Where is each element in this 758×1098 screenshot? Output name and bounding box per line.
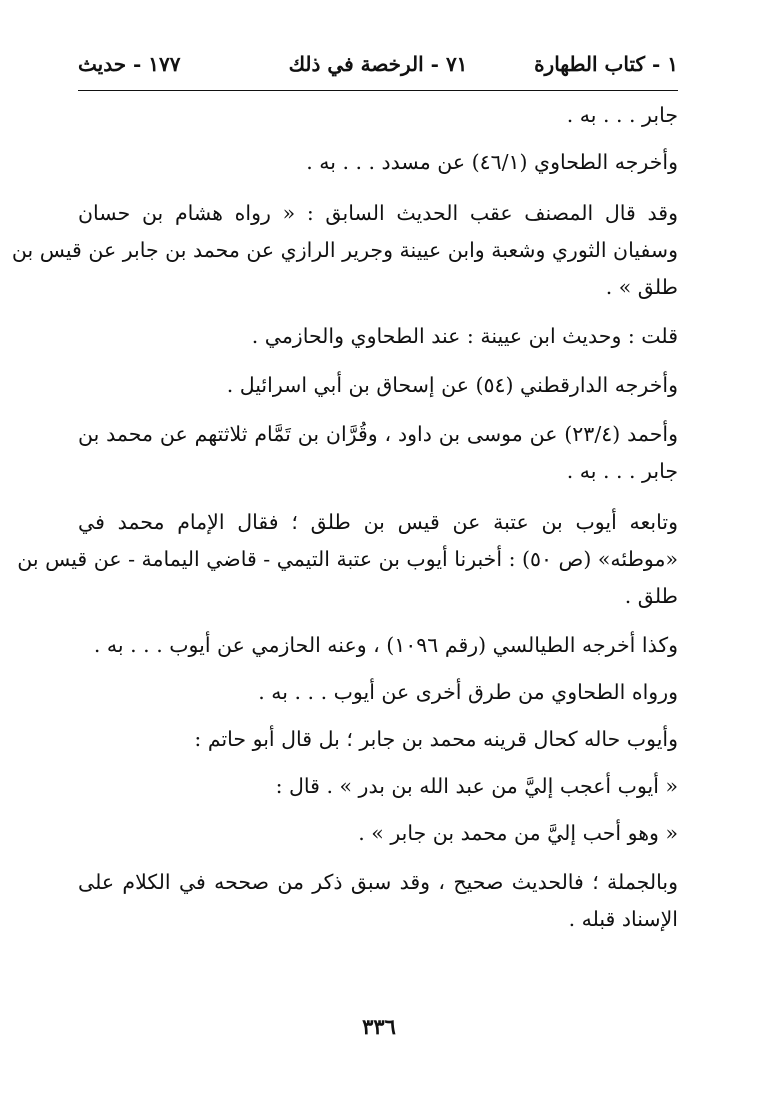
text-line: وسفيان الثوري وشعبة وابن عيينة وجرير الرازي عن محمد بن جابر عن قيس بن <box>11 238 678 262</box>
header-hadith-number: ١٧٧ - حديث <box>78 52 181 76</box>
text-line: «موطئه» (ص ٥٠) : أخبرنا أيوب بن عتبة التيمي - قاضي اليمامة - عن قيس بن <box>17 547 678 571</box>
text-line: وأخرجه الدارقطني (٥٤) عن إسحاق بن أبي اسرائيل . <box>226 373 678 397</box>
text-line: الإسناد قبله . <box>568 907 678 931</box>
text-line: جابر . . . به . <box>566 103 678 127</box>
header-book-title: ١ - كتاب الطهارة <box>534 52 678 76</box>
running-header <box>78 44 678 90</box>
header-chapter-title: ٧١ - الرخصة في ذلك <box>288 52 468 76</box>
text-line: قلت : وحديث ابن عيينة : عند الطحاوي والحازمي . <box>251 324 678 348</box>
text-line: وكذا أخرجه الطيالسي (رقم ١٠٩٦) ، وعنه الحازمي عن أيوب . . . به . <box>93 633 678 657</box>
text-line: وأيوب حاله كحال قرينه محمد بن جابر ؛ بل قال أبو حاتم : <box>194 727 678 751</box>
text-line: وأحمد (٢٣/٤) عن موسى بن داود ، وقُرَّان بن تَمَّام ثلاثتهم عن محمد بن <box>78 422 678 446</box>
text-line: وتابعه أيوب بن عتبة عن قيس بن طلق ؛ فقال الإمام محمد في <box>78 510 678 534</box>
text-line: ورواه الطحاوي من طرق أخرى عن أيوب . . . به . <box>258 680 678 704</box>
text-line: وأخرجه الطحاوي (٤٦/١) عن مسدد . . . به . <box>306 150 678 174</box>
text-line: وقد قال المصنف عقب الحديث السابق : « رواه هشام بن حسان <box>78 201 678 225</box>
text-line: وبالجملة ؛ فالحديث صحيح ، وقد سبق ذكر من صححه في الكلام على <box>78 870 678 894</box>
text-line: طلق » . <box>605 275 678 299</box>
text-line: « أيوب أعجب إليَّ من عبد الله بن بدر » . قال : <box>275 774 678 798</box>
text-line: طلق . <box>624 584 678 608</box>
text-line: جابر . . . به . <box>566 459 678 483</box>
text-line: « وهو أحب إليَّ من محمد بن جابر » . <box>358 821 678 845</box>
page-number: ٣٣٦ <box>362 1014 396 1039</box>
page-body <box>11 97 678 938</box>
header-divider <box>78 90 678 91</box>
